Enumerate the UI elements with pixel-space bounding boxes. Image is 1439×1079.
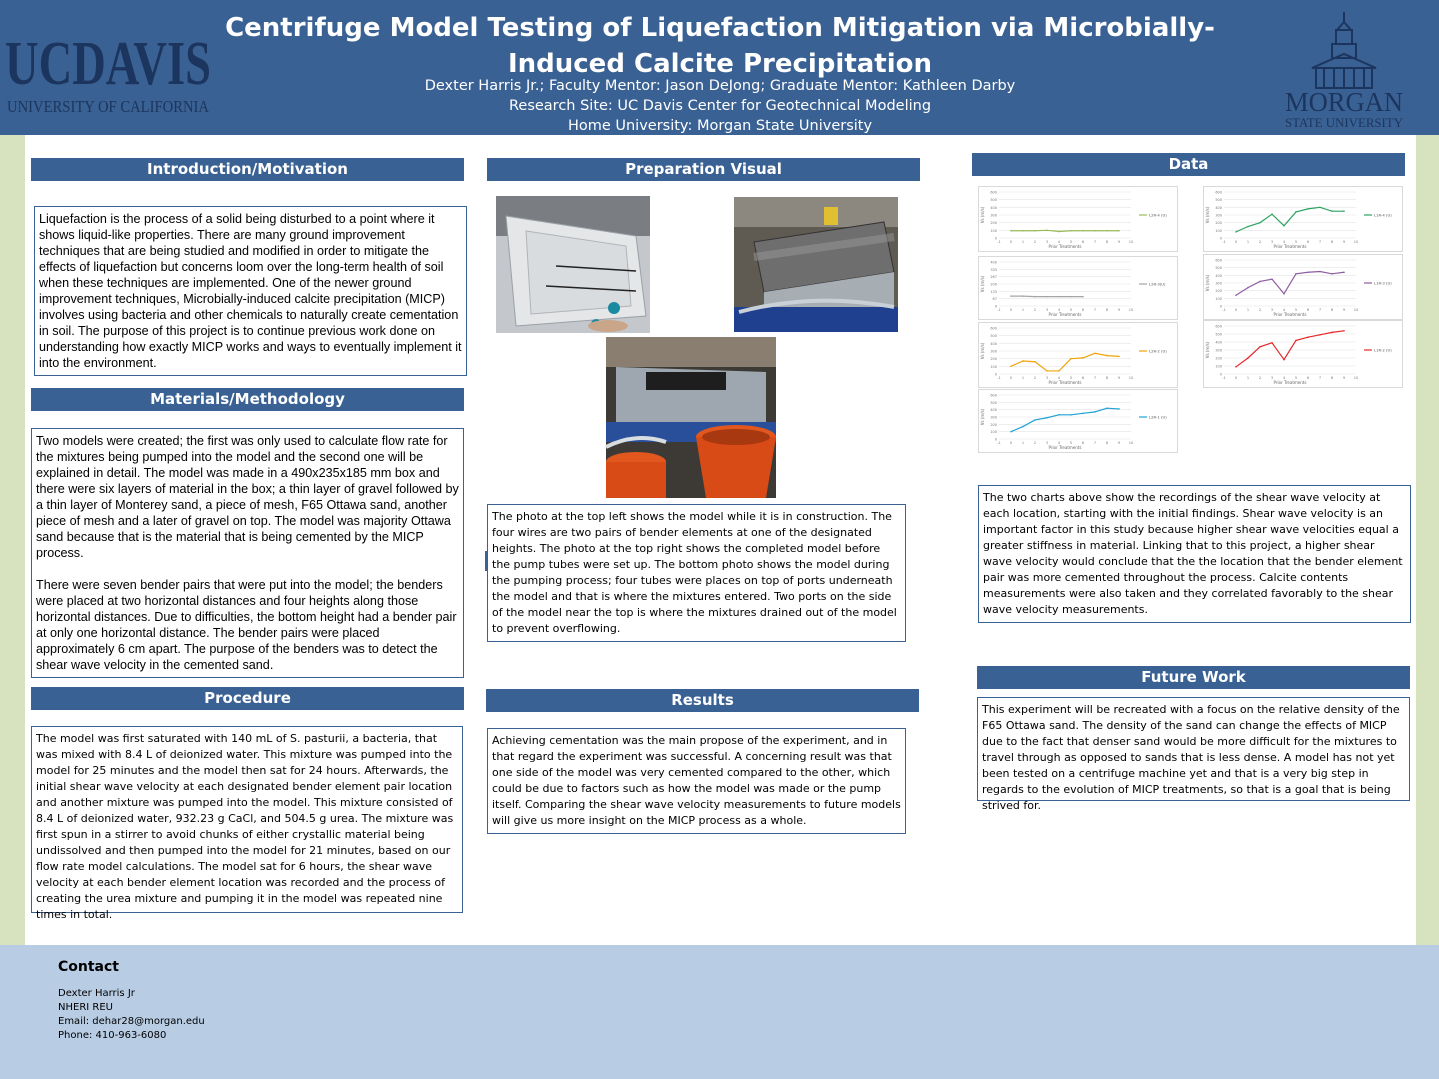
- y-tick-label: 267: [990, 275, 997, 280]
- x-tick-label: 9: [1117, 376, 1121, 380]
- x-tick-label: 8: [1105, 308, 1109, 312]
- x-axis-label: Prior Treatments: [1273, 380, 1307, 385]
- x-tick-label: 10: [1353, 240, 1359, 244]
- x-axis-label: Prior Treatments: [1273, 244, 1307, 249]
- data-point: [1058, 414, 1060, 416]
- y-tick-label: 400: [990, 205, 997, 210]
- y-tick-label: 400: [1215, 205, 1222, 210]
- intro-heading: Introduction/Motivation: [31, 158, 464, 181]
- data-point: [1247, 226, 1249, 228]
- x-tick-label: 8: [1330, 376, 1334, 380]
- contact-phone: Phone: 410-963-6080: [58, 1030, 167, 1041]
- results-paragraph: Achieving cementation was the main propose of the experiment, and in that regard the experiment was successful. A concerning result was that one side of the model was very cemented compared to the other, which could be due to factors such as how the model was made or the pump itself. Comparing the shear wave velocity measurements to future models will give us more insight on the MICP process as a whole.: [492, 734, 901, 827]
- x-tick-label: 3: [1045, 240, 1049, 244]
- x-tick-label: 8: [1105, 376, 1109, 380]
- x-tick-label: 4: [1057, 240, 1061, 244]
- data-point: [1331, 332, 1333, 334]
- x-tick-label: 7: [1318, 376, 1322, 380]
- data-point: [1343, 271, 1345, 273]
- data-point: [1307, 208, 1309, 210]
- y-tick-label: 300: [1215, 281, 1222, 286]
- x-tick-label: 7: [1318, 240, 1322, 244]
- x-tick-label: 2: [1033, 308, 1037, 312]
- y-tick-label: 600: [1215, 324, 1222, 329]
- x-tick-label: 10: [1128, 441, 1134, 445]
- legend-label: L2R-4 (U): [1149, 212, 1167, 218]
- x-tick-label: 1: [1021, 240, 1025, 244]
- x-tick-label: 6: [1081, 441, 1085, 445]
- x-tick-label: -1: [997, 308, 1001, 312]
- data-point: [1010, 431, 1012, 433]
- y-tick-label: 100: [990, 228, 997, 233]
- data-point: [1106, 230, 1108, 232]
- x-tick-label: 5: [1294, 240, 1298, 244]
- data-point: [1271, 342, 1273, 344]
- x-tick-label: -1: [997, 376, 1001, 380]
- data-point: [1022, 230, 1024, 232]
- data-point: [1343, 210, 1345, 212]
- x-tick-label: 3: [1270, 376, 1274, 380]
- x-tick-label: 0: [1234, 240, 1238, 244]
- y-tick-label: 300: [990, 415, 997, 420]
- data-point: [1070, 296, 1072, 298]
- x-axis-label: Prior Treatments: [1048, 380, 1082, 385]
- y-tick-label: 0: [994, 236, 997, 241]
- x-tick-label: 2: [1033, 441, 1037, 445]
- methods-paragraph-1: Two models were created; the first was only used to calculate flow rate for the mixtures being pumped into the model and the second one will be explained in detail. The model was made in a 490x235x185 mm box and there were six layers of material in the box; a thin layer of gravel followed by a thin layer of Monterey sand, a piece of mesh, F65 Ottawa sand, another piece of mesh and a later of gravel on top. The model was majority Ottawa sand because that is the material that is being cemented by the MICP process.: [36, 434, 459, 560]
- x-tick-label: -1: [1222, 308, 1226, 312]
- legend-label: L2R-3(U): [1149, 281, 1166, 287]
- y-tick-label: 200: [990, 422, 997, 427]
- data-point: [1058, 231, 1060, 233]
- caption-marker: [485, 551, 488, 571]
- y-tick-label: 200: [990, 357, 997, 362]
- x-tick-label: -1: [997, 441, 1001, 445]
- chart-l2r-4: [978, 186, 1178, 252]
- x-tick-label: 1: [1246, 376, 1250, 380]
- future-paragraph: This experiment will be recreated with a focus on the relative density of the F65 Ottawa sand. The density of the sand can change the effects of MICP due to the fact that denser sand would be more difficult for the mixtures to travel through as opposed to sands that is less dense. A model has not yet been tested on a centrifuge machine yet and that is a very big step in regards to the evolution of MICP treatments, so that is a goal that is being strived for.: [982, 703, 1400, 812]
- data-point: [1046, 296, 1048, 298]
- y-axis-label: Vs (m/s): [1205, 341, 1210, 359]
- data-point: [1082, 296, 1084, 298]
- data-point: [1094, 353, 1096, 355]
- contact-program: NHERI REU: [58, 1002, 113, 1013]
- procedure-heading: Procedure: [31, 687, 464, 710]
- ucd-logo-top: UCDAVIS: [5, 30, 211, 98]
- y-tick-label: 0: [1219, 372, 1222, 377]
- authors-line: Dexter Harris Jr.; Faculty Mentor: Jason DeJong; Graduate Mentor: Kathleen Darby: [424, 78, 1016, 94]
- chart-l2r-4-plot: [979, 187, 1177, 251]
- completed-model-photo-image: [734, 197, 898, 332]
- x-tick-label: 1: [1021, 441, 1025, 445]
- legend-label: L2R-1 (U): [1149, 414, 1167, 420]
- data-point: [1331, 273, 1333, 275]
- data-point: [1319, 334, 1321, 336]
- construction-photo: [496, 196, 650, 333]
- y-tick-label: 600: [990, 190, 997, 195]
- data-point: [1259, 346, 1261, 348]
- y-tick-label: 600: [990, 393, 997, 398]
- x-tick-label: 5: [1294, 376, 1298, 380]
- series-line: [1011, 408, 1119, 431]
- home-university-line: Home University: Morgan State University: [567, 118, 873, 134]
- x-tick-label: 0: [1009, 308, 1013, 312]
- research-site-line: Research Site: UC Davis Center for Geotechnical Modeling: [508, 98, 932, 114]
- morgan-state-logo: [1282, 8, 1407, 130]
- x-tick-label: 1: [1246, 240, 1250, 244]
- x-tick-label: 9: [1342, 240, 1346, 244]
- x-tick-label: 9: [1117, 441, 1121, 445]
- data-point: [1307, 336, 1309, 338]
- y-tick-label: 0: [1219, 236, 1222, 241]
- chart-l1r-2: [1203, 320, 1403, 388]
- x-tick-label: 3: [1045, 308, 1049, 312]
- x-tick-label: 2: [1258, 308, 1262, 312]
- y-tick-label: 0: [994, 437, 997, 442]
- data-point: [1022, 295, 1024, 297]
- y-tick-label: 400: [990, 408, 997, 413]
- x-axis-label: Prior Treatments: [1048, 312, 1082, 317]
- x-tick-label: 0: [1009, 376, 1013, 380]
- x-tick-label: 3: [1270, 308, 1274, 312]
- data-point: [1046, 370, 1048, 372]
- y-tick-label: 500: [1215, 332, 1222, 337]
- y-tick-label: 0: [994, 372, 997, 377]
- data-point: [1034, 419, 1036, 421]
- x-tick-label: 2: [1033, 240, 1037, 244]
- prep-caption-paragraph: The photo at the top left shows the model while it is in construction. The four wires are two pairs of bender elements at one of the designated heights. The photo at the top right shows the completed model before the pump tubes were set up. The bottom photo shows the model during the pumping process; four tubes were places on top of ports underneath the model and that is where the mixtures entered. Two ports on the side of the model near the top is where the mixtures drained out of the model to prevent overflowing.: [492, 510, 897, 635]
- chart-l1r-3: [1203, 254, 1403, 320]
- chart-l1r-3-plot: [1204, 255, 1402, 319]
- legend-label: L1R-2 (U): [1374, 347, 1392, 353]
- data-point: [1046, 417, 1048, 419]
- data-point: [1058, 296, 1060, 298]
- contact-email: Email: dehar28@morgan.edu: [58, 1016, 205, 1027]
- completed-model-photo: [734, 197, 898, 332]
- x-tick-label: 9: [1117, 240, 1121, 244]
- x-tick-label: 2: [1033, 376, 1037, 380]
- y-axis-label: Vs (m/s): [980, 408, 985, 426]
- x-tick-label: 4: [1282, 376, 1286, 380]
- data-point: [1070, 230, 1072, 232]
- data-point: [1058, 370, 1060, 372]
- data-point: [1295, 273, 1297, 275]
- x-tick-label: 8: [1330, 308, 1334, 312]
- x-tick-label: 7: [1093, 376, 1097, 380]
- x-tick-label: 3: [1270, 240, 1274, 244]
- y-tick-label: 100: [1215, 296, 1222, 301]
- x-axis-label: Prior Treatments: [1048, 445, 1082, 450]
- chart-l1r-4-plot: [1204, 187, 1402, 251]
- data-point: [1082, 230, 1084, 232]
- x-tick-label: 4: [1057, 441, 1061, 445]
- y-tick-label: 300: [1215, 348, 1222, 353]
- series-line: [1236, 331, 1344, 367]
- chart-l2r-3: [978, 256, 1178, 320]
- data-point: [1082, 413, 1084, 415]
- x-axis-label: Prior Treatments: [1273, 312, 1307, 317]
- y-tick-label: 67: [992, 297, 997, 302]
- y-tick-label: 500: [1215, 198, 1222, 203]
- y-tick-label: 600: [1215, 258, 1222, 263]
- y-tick-label: 600: [990, 326, 997, 331]
- x-tick-label: 6: [1081, 308, 1085, 312]
- y-tick-label: 133: [990, 289, 997, 294]
- y-axis-label: Vs (m/s): [980, 342, 985, 360]
- intro-text: [34, 206, 467, 376]
- x-tick-label: 4: [1282, 308, 1286, 312]
- data-point: [1118, 230, 1120, 232]
- x-tick-label: 1: [1246, 308, 1250, 312]
- data-point: [1247, 357, 1249, 359]
- x-tick-label: 5: [1069, 376, 1073, 380]
- data-point: [1283, 225, 1285, 227]
- y-tick-label: 400: [990, 260, 997, 265]
- pumping-photo-image: [606, 337, 776, 498]
- y-tick-label: 400: [1215, 340, 1222, 345]
- data-point: [1235, 294, 1237, 296]
- construction-photo-image: [496, 196, 650, 333]
- data-point: [1010, 295, 1012, 297]
- x-axis-label: Prior Treatments: [1048, 244, 1082, 249]
- prep-heading: Preparation Visual: [487, 158, 920, 181]
- data-point: [1259, 222, 1261, 224]
- y-tick-label: 200: [990, 221, 997, 226]
- x-tick-label: 1: [1021, 308, 1025, 312]
- y-tick-label: 100: [1215, 228, 1222, 233]
- methods-heading: Materials/Methodology: [31, 388, 464, 411]
- x-tick-label: 5: [1069, 308, 1073, 312]
- future-text: [977, 697, 1410, 812]
- x-tick-label: 10: [1128, 308, 1134, 312]
- y-axis-label: Vs (m/s): [980, 206, 985, 224]
- x-tick-label: 8: [1105, 240, 1109, 244]
- x-tick-label: 6: [1306, 308, 1310, 312]
- x-tick-label: 6: [1081, 376, 1085, 380]
- chart-l2r-3-plot: [979, 257, 1177, 319]
- data-point: [1271, 213, 1273, 215]
- legend-label: L1R-4 (U): [1374, 212, 1392, 218]
- methods-paragraph-2: There were seven bender pairs that were put into the model; the benders were placed at two horizontal distances and four heights along those horizontal distances. Due to difficulties, the bottom height had a bender pair at only one horizontal distance. The bender pairs were placed approximately 6 cm apart. The purpose of the benders was to detect the shear wave velocity in the cemented sand.: [36, 578, 457, 672]
- data-point: [1034, 230, 1036, 232]
- data-point: [1118, 356, 1120, 358]
- data-point: [1106, 355, 1108, 357]
- x-tick-label: 8: [1105, 441, 1109, 445]
- data-point: [1010, 366, 1012, 368]
- x-tick-label: 9: [1342, 376, 1346, 380]
- chart-l2r-2-plot: [979, 323, 1177, 387]
- data-point: [1010, 230, 1012, 232]
- x-tick-label: 7: [1093, 308, 1097, 312]
- data-point: [1259, 281, 1261, 283]
- data-point: [1271, 278, 1273, 280]
- data-point: [1046, 230, 1048, 232]
- x-tick-label: 3: [1045, 441, 1049, 445]
- data-point: [1094, 411, 1096, 413]
- contact-heading: Contact: [58, 959, 119, 975]
- uc-davis-logo: [5, 32, 215, 117]
- data-paragraph: The two charts above show the recordings of the shear wave velocity at each location, starting with the initial findings. Shear wave velocity is an important factor in this study because higher shear wave velocities equal a greater stiffness in material. Linking that to this project, a higher shear wave velocity would conclude that the the location that the bender element pair was more cemented throughout the process. Calcite contents measurements were also taken and they correlated favorably to the shear wave velocity measurements.: [983, 491, 1403, 616]
- data-point: [1070, 358, 1072, 360]
- y-tick-label: 500: [990, 334, 997, 339]
- data-point: [1247, 287, 1249, 289]
- prep-caption: [487, 504, 906, 642]
- data-point: [1235, 366, 1237, 368]
- x-tick-label: 0: [1009, 240, 1013, 244]
- x-tick-label: 5: [1069, 441, 1073, 445]
- x-tick-label: 0: [1009, 441, 1013, 445]
- results-text: [487, 728, 906, 834]
- y-axis-label: Vs (m/s): [1205, 206, 1210, 224]
- x-tick-label: -1: [1222, 376, 1226, 380]
- data-point: [1034, 296, 1036, 298]
- results-heading: Results: [486, 689, 919, 712]
- data-point: [1307, 271, 1309, 273]
- procedure-paragraph: The model was first saturated with 140 mL of S. pasturii, a bacteria, that was mixed with 8.4 L of deionized water. This mixture was pumped into the model for 25 minutes and the model then sat for 24 hours. Afterwards, the initial shear wave velocity at each designated bender element pair location and another mixture was pumped into the model. This mixture consisted of 8.4 L of deionized water, 932.23 g CaCl, and 504.5 g urea. The mixture was first spun in a stirrer to avoid chunks of either crystallic material being undissolved and then pumped into the model for 21 minutes, based on our flow rate model calculations. The model sat for 6 hours, the shear wave velocity at each bender element location was recorded and the process of creating the urea mixture and pumping it in the model was repeated nine times in total.: [36, 732, 454, 921]
- x-tick-label: 0: [1234, 376, 1238, 380]
- y-tick-label: 200: [1215, 221, 1222, 226]
- data-point: [1022, 426, 1024, 428]
- legend-label: L2R-2 (U): [1149, 348, 1167, 354]
- x-tick-label: 6: [1306, 240, 1310, 244]
- x-tick-label: -1: [1222, 240, 1226, 244]
- y-tick-label: 400: [990, 341, 997, 346]
- series-line: [1011, 230, 1119, 231]
- data-point: [1034, 361, 1036, 363]
- x-tick-label: 5: [1069, 240, 1073, 244]
- x-tick-label: 2: [1258, 240, 1262, 244]
- morgan-logo-top: MORGAN: [1285, 87, 1403, 117]
- poster-footer: [0, 945, 1439, 1079]
- chart-l1r-4: [1203, 186, 1403, 252]
- x-tick-label: 3: [1045, 376, 1049, 380]
- series-line: [1236, 207, 1344, 232]
- data-point: [1118, 408, 1120, 410]
- y-tick-label: 300: [1215, 213, 1222, 218]
- y-tick-label: 200: [1215, 356, 1222, 361]
- x-tick-label: 5: [1294, 308, 1298, 312]
- data-point: [1343, 330, 1345, 332]
- data-point: [1319, 207, 1321, 209]
- data-point: [1022, 360, 1024, 362]
- data-point: [1295, 340, 1297, 342]
- x-tick-label: 9: [1117, 308, 1121, 312]
- x-tick-label: 8: [1330, 240, 1334, 244]
- y-tick-label: 500: [990, 198, 997, 203]
- chart-l2r-2: [978, 322, 1178, 388]
- poster-header: [0, 0, 1439, 135]
- y-tick-label: 200: [1215, 289, 1222, 294]
- x-tick-label: 7: [1093, 240, 1097, 244]
- data-point: [1331, 210, 1333, 212]
- ucd-logo-bottom: UNIVERSITY OF CALIFORNIA: [7, 97, 210, 116]
- x-tick-label: 7: [1093, 441, 1097, 445]
- x-tick-label: 4: [1057, 308, 1061, 312]
- x-tick-label: 2: [1258, 376, 1262, 380]
- legend-label: L1R-3 (U): [1374, 280, 1392, 286]
- x-tick-label: 7: [1318, 308, 1322, 312]
- pumping-photo: [606, 337, 776, 498]
- y-tick-label: 300: [990, 349, 997, 354]
- x-tick-label: 9: [1342, 308, 1346, 312]
- chart-l2r-1-plot: [979, 390, 1177, 452]
- y-tick-label: 333: [990, 267, 997, 272]
- data-point: [1319, 271, 1321, 273]
- data-heading: Data: [972, 153, 1405, 176]
- contact-name: Dexter Harris Jr: [58, 988, 135, 999]
- x-tick-label: 6: [1306, 376, 1310, 380]
- y-axis-label: Vs (m/s): [980, 275, 985, 293]
- methods-text: [31, 428, 464, 678]
- y-tick-label: 200: [990, 282, 997, 287]
- morgan-logo-bottom: STATE UNIVERSITY: [1285, 115, 1404, 130]
- x-tick-label: -1: [997, 240, 1001, 244]
- data-point: [1094, 230, 1096, 232]
- procedure-text: [31, 726, 463, 921]
- x-tick-label: 10: [1128, 240, 1134, 244]
- y-tick-label: 500: [1215, 266, 1222, 271]
- future-heading: Future Work: [977, 666, 1410, 689]
- data-point: [1082, 357, 1084, 359]
- x-tick-label: 10: [1353, 308, 1359, 312]
- data-text: [978, 485, 1411, 623]
- x-tick-label: 6: [1081, 240, 1085, 244]
- data-point: [1283, 293, 1285, 295]
- x-tick-label: 1: [1021, 376, 1025, 380]
- y-tick-label: 500: [990, 400, 997, 405]
- chart-l2r-1: [978, 389, 1178, 453]
- y-tick-label: 100: [1215, 364, 1222, 369]
- y-tick-label: 100: [990, 364, 997, 369]
- data-point: [1106, 407, 1108, 409]
- data-point: [1070, 414, 1072, 416]
- x-tick-label: 10: [1128, 376, 1134, 380]
- y-tick-label: 400: [1215, 273, 1222, 278]
- x-tick-label: 4: [1282, 240, 1286, 244]
- intro-paragraph: Liquefaction is the process of a solid being disturbed to a point where it shows liquid-like properties. There are many ground improvement techniques that are being studied and modified in order to mitigate the effects of liquefaction but concerns loom over the long-term health of soil when these techniques are implemented. One of the newer ground improvement techniques, Microbially-induced calcite precipitation (MICP) involves using bacteria and other chemicals to naturally create cementation in soil. The purpose of this project is to continue previous work done on understanding how exactly MICP works and ways to eventually implement it into the environment.: [39, 212, 462, 370]
- data-point: [1235, 231, 1237, 233]
- x-tick-label: 4: [1057, 376, 1061, 380]
- x-tick-label: 10: [1353, 376, 1359, 380]
- y-axis-label: Vs (m/s): [1205, 274, 1210, 292]
- data-point: [1283, 359, 1285, 361]
- series-line: [1011, 353, 1119, 371]
- y-tick-label: 0: [1219, 304, 1222, 309]
- data-point: [1295, 211, 1297, 213]
- poster-title: Centrifuge Model Testing of Liquefaction Mitigation via Microbially-Induced Calcite Precipitation: [225, 13, 1215, 79]
- y-tick-label: 100: [990, 430, 997, 435]
- chart-l1r-2-plot: [1204, 321, 1402, 387]
- y-tick-label: 0: [994, 304, 997, 309]
- y-tick-label: 300: [990, 213, 997, 218]
- x-tick-label: 0: [1234, 308, 1238, 312]
- y-tick-label: 600: [1215, 190, 1222, 195]
